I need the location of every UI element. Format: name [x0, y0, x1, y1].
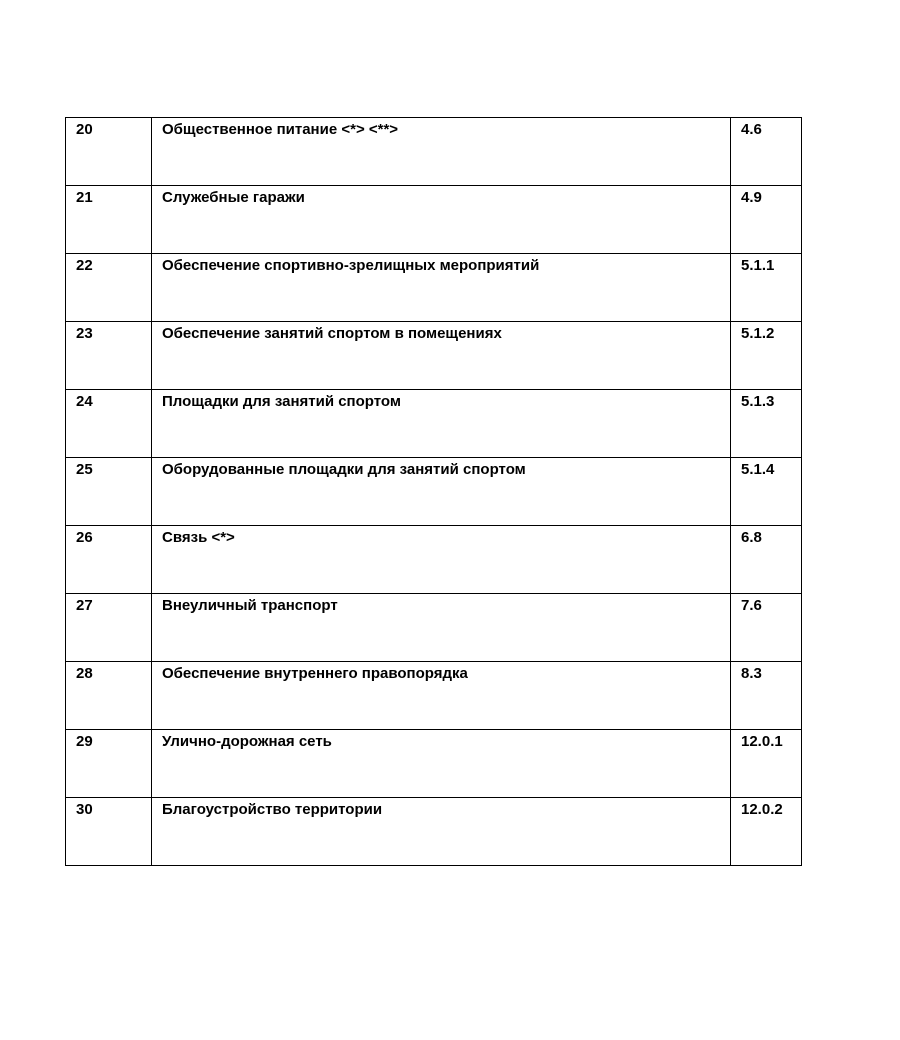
row-number: 29 — [66, 730, 152, 798]
table-row — [66, 118, 802, 186]
row-number: 26 — [66, 526, 152, 594]
land-use-table — [65, 117, 802, 866]
row-name: Обеспечение внутреннего правопорядка — [152, 662, 731, 730]
row-code: 6.8 — [731, 526, 802, 594]
row-code: 12.0.1 — [731, 730, 802, 798]
table-row — [66, 798, 802, 866]
row-name: Улично-дорожная сеть — [152, 730, 731, 798]
table-row — [66, 594, 802, 662]
table-row — [66, 254, 802, 322]
row-name: Внеуличный транспорт — [152, 594, 731, 662]
table-row — [66, 730, 802, 798]
row-code: 4.9 — [731, 186, 802, 254]
row-name: Обеспечение занятий спортом в помещениях — [152, 322, 731, 390]
row-number: 28 — [66, 662, 152, 730]
row-number: 30 — [66, 798, 152, 866]
table-row — [66, 322, 802, 390]
row-code: 4.6 — [731, 118, 802, 186]
table-row — [66, 458, 802, 526]
table-row — [66, 526, 802, 594]
row-name: Обеспечение спортивно-зрелищных мероприятий — [152, 254, 731, 322]
row-number: 24 — [66, 390, 152, 458]
row-code: 5.1.2 — [731, 322, 802, 390]
row-number: 20 — [66, 118, 152, 186]
row-number: 27 — [66, 594, 152, 662]
row-code: 5.1.3 — [731, 390, 802, 458]
row-code: 5.1.1 — [731, 254, 802, 322]
row-name: Связь <*> — [152, 526, 731, 594]
row-name: Служебные гаражи — [152, 186, 731, 254]
row-name: Благоустройство территории — [152, 798, 731, 866]
table-row — [66, 662, 802, 730]
table-row — [66, 390, 802, 458]
row-number: 22 — [66, 254, 152, 322]
row-code: 7.6 — [731, 594, 802, 662]
table-body — [66, 118, 802, 866]
row-code: 12.0.2 — [731, 798, 802, 866]
row-number: 23 — [66, 322, 152, 390]
row-code: 5.1.4 — [731, 458, 802, 526]
row-name: Общественное питание <*> <**> — [152, 118, 731, 186]
row-number: 25 — [66, 458, 152, 526]
row-number: 21 — [66, 186, 152, 254]
row-code: 8.3 — [731, 662, 802, 730]
row-name: Площадки для занятий спортом — [152, 390, 731, 458]
row-name: Оборудованные площадки для занятий спортом — [152, 458, 731, 526]
table-row — [66, 186, 802, 254]
